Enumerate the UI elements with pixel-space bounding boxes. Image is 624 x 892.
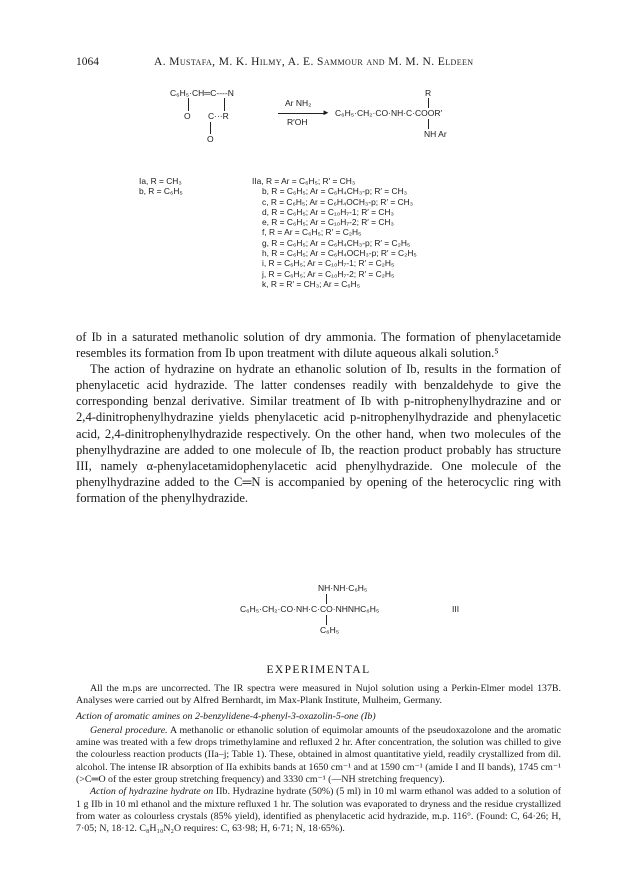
definition-row: h, R = C₆H₅; Ar = C₆H₄OCH₃-p; R′ = C₂H₅	[262, 248, 417, 259]
definition-row: IIa, R = Ar = C₆H₅; R′ = CH₃	[252, 176, 356, 186]
reactant-carbonyl-oxygen: O	[207, 134, 214, 144]
definition-row: c, R = C₆H₅; Ar = C₆H₄OCH₃-p; R′ = CH₃	[262, 196, 414, 207]
reagent-amine: Ar NH₂	[285, 98, 312, 108]
definition-row: g, R = C₆H₅; Ar = C₆H₄CH₃-p; R′ = C₂H₅	[262, 237, 411, 248]
reaction-scheme	[130, 84, 490, 170]
hydrazine-procedure-label: Action of hydrazine hydrate on	[90, 786, 214, 798]
definition-row: k, R = R′ = CH₃; Ar = C₆H₅	[262, 278, 361, 289]
definition-row: b, R = C₆H₅	[139, 186, 183, 197]
structure-iii-label: III	[452, 604, 460, 614]
general-procedure	[76, 725, 561, 786]
product-r-group: R	[425, 88, 432, 98]
subsection-title: Action of aromatic amines on 2-benzylidene-4-phenyl-3-oxazolin-5-one (Ib)	[76, 710, 376, 722]
paragraph: The action of hydrazine on hydrate an ethanolic solution of Ib, results in the formation of phenylacetic acid hydrazide. The latter condenses readily with benzaldehyde to give the corresponding benzal derivative. Similar treatment of Ib with p-nitrophenylhydrazine and or 2,4-dinitrophenylhydrazine yields phenylacetic acid p-nitrophenylhydrazide and phenylacetic acid, 2,4-dinitrophenylhydrazide respectively. On the other hand, when two molecules of the phenylhydrazine are added to one molecule of Ib, the reaction product probably has structure III, namely α-phenylacetamidophenylacetic acid phenylhydrazide. One molecule of the phenylhydrazine added to the C═N is accompanied by opening of the heterocyclic ring with formation of the phenylhydrazide.	[76, 362, 561, 505]
running-header	[76, 56, 576, 72]
definition-row: f, R = Ar = C₆H₅; R′ = C₂H₅	[262, 227, 362, 238]
general-procedure-label: General procedure.	[90, 724, 168, 736]
hydrazine-procedure-text: IIb. Hydrazine hydrate (50%) (5 ml) in 10 ml warm ethanol was added to a solution of 1 g IIb in 10 ml ethanol and the mixture refluxed 1 hr. The solution was evaporated to dryness and the residue crystallized from water as colourless crystals (85% yield), identified as phenylacetic acid hydrazide, m.p. 116°. (Found: C, 64·26; H, 7·05; N, 18·12. C₈H₁₀N₂O requires: C, 63·98; H, 6·71; N, 18·65%).	[76, 786, 561, 835]
bond-top	[326, 594, 327, 604]
definition-row: e, R = C₆H₅; Ar = C₁₀H₇-2; R′ = CH₃	[262, 217, 394, 228]
bond-carbonyl	[210, 122, 211, 134]
author-line: A. Mustafa, M. K. Hilmy, A. E. Sammour and M. M. N. Eldeen	[154, 56, 474, 68]
structure-iii-main: C₆H₅·CH₂·CO·NH·C·CO·NHNHC₆H₅	[240, 604, 380, 614]
product-bond-top	[428, 98, 429, 108]
general-procedure-text: A methanolic or ethanolic solution of equimolar amounts of the pseudoxazolone and the aromatic amine was treated with a few drops trimethylamine and refluxed 2 hr. After concentration, the solution was chilled to give the colourless reaction products (IIa–j; Table 1). These, obtained in almost quantitative yield, readily crystallized from dil. alcohol. The intense IR absorption of IIa exhibits bands at 1650 cm⁻¹ and at 1590 cm⁻¹ (amide I and II bands), 1745 cm⁻¹ (>C═O of the ester group stretching frequency) and 3330 cm⁻¹ (—NH stretching frequency).	[76, 724, 561, 786]
definition-row: b, R = C₆H₅; Ar = C₆H₄CH₃-p; R′ = CH₃	[262, 186, 408, 197]
product-formula: C₆H₅·CH₂·CO·NH·C·COOR′	[335, 108, 443, 118]
body-text	[76, 329, 561, 506]
reactant-top-line: C₆H₅·CH═C----N	[170, 88, 234, 98]
bond-vertical-left	[188, 98, 189, 111]
experimental-text	[76, 683, 561, 836]
reactant-ring-carbon: C···R	[208, 111, 229, 121]
reactant-ring-oxygen: O	[184, 111, 191, 121]
paragraph: of Ib in a saturated methanolic solution of dry ammonia. The formation of phenylacetamide resembles its formation from Ib upon treatment with dilute aqueous alkali solution.⁵	[76, 330, 561, 361]
experimental-intro: All the m.ps are uncorrected. The IR spectra were measured in Nujol solution using a Perkin-Elmer model 137B. Analyses were carried out by Alfred Bernhardt, im Max-Plank Institute, Mulheim, Germany.	[76, 683, 561, 707]
page-number: 1064	[76, 56, 99, 68]
definition-row: i, R = C₆H₅; Ar = C₁₀H₇-1; R′ = C₂H₅	[262, 258, 395, 269]
definitions-column-i	[139, 176, 209, 197]
product-nh-ar: NH Ar	[424, 129, 447, 139]
bond-vertical-right	[224, 98, 225, 111]
structure-iii	[240, 583, 540, 653]
definition-row: j, R = C₆H₅; Ar = C₁₀H₇-2; R′ = C₂H₅	[262, 268, 395, 279]
structure-iii-top: NH·NH·C₆H₅	[318, 583, 368, 593]
section-heading: EXPERIMENTAL	[266, 664, 371, 676]
definitions-column-ii	[252, 176, 502, 289]
reaction-arrow	[278, 113, 326, 114]
product-bond-bottom	[428, 119, 429, 129]
structure-iii-bottom: C₆H₅	[320, 625, 340, 635]
hydrazine-procedure	[76, 786, 561, 835]
bond-bottom	[326, 615, 327, 625]
arrow-head: ►	[322, 108, 330, 117]
definition-row: d, R = C₆H₅; Ar = C₁₀H₇-1; R′ = CH₃	[262, 206, 394, 217]
compound-definitions	[139, 176, 499, 324]
definition-row: Ia, R = CH₃	[139, 176, 182, 186]
reagent-alcohol: R′OH	[287, 117, 308, 127]
